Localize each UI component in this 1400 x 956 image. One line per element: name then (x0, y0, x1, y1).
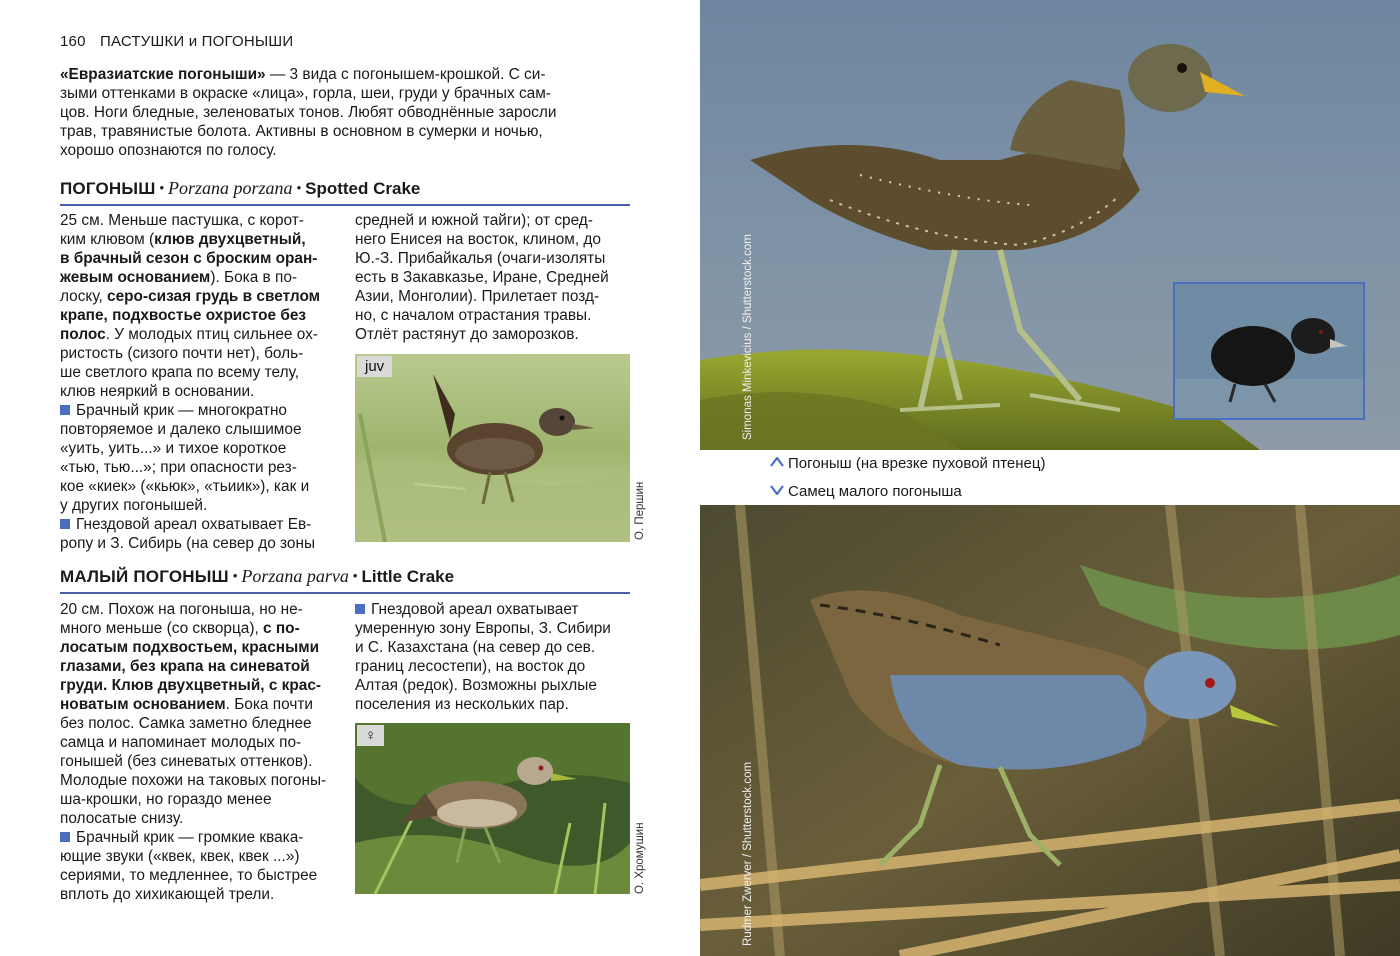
bird-photo-image (700, 505, 1400, 956)
inset-photo-chick (1173, 282, 1365, 420)
chick-photo-image (1175, 284, 1363, 418)
photo-spotted-crake-adult (700, 0, 1400, 450)
photo-credit-khromushin: О. Хромушин (634, 822, 646, 894)
photo-tag-juv: juv (357, 356, 392, 377)
photo-tag-female: ♀ (357, 725, 384, 746)
spotted-crake-text-col1: 25 см. Меньше пастушка, с корот- ким клювом (клюв двухцветный, в брачный сезон с броским оран- жевым основанием). Бока в по- лоску, серо-сизая грудь в светлом крапе, подхвостье охристое без полос. У молодых птиц сильнее ох- ристость (сизого почти нет), боль- ше светлого крапа по всему телу, клюв неяркий в основании. Брачный крик — многократно повторяемое и далеко слышимое «уить, уить...» и тихое короткое «тью, тью...»; при опасности рез- кое «киек» («кьюк», «тьиик»), как и у других погонышей. Гнездовой ареал охватывает Ев- ропу и З. Сибирь (на север до зоны (60, 212, 321, 552)
triangle-up-icon (770, 457, 784, 467)
bullet-square-icon (60, 832, 70, 842)
triangle-down-icon (770, 485, 784, 495)
intro-paragraph: «Евразиатские погоныши» — 3 вида с погонышем-крошкой. С си- зыми оттенками в окраске «лица», горла, шеи, груди у брачных сам- цов. Ноги бледные, зеленоватых тонов. Любят обводнённые заросли трав, травянистые болота. Активны в основном в сумерки и ночью, хорошо опознаются по голосу. (60, 66, 557, 159)
photo-little-crake-male (700, 505, 1400, 956)
photo-spotted-crake-juvenile (355, 354, 630, 542)
section-title-spotted-crake: ПОГОНЫШ • Porzana porzana • Spotted Crake (60, 178, 630, 206)
bullet-square-icon (60, 519, 70, 529)
spotted-crake-text-col2: средней и южной тайги); от сред- него Енисея на восток, клином, до Ю.-З. Прибайкалья (очаги-изоляты есть в Закавказье, Иране, Средней Азии, Монголии). Прилетает позд- но, с началом отрастания травы. Отлёт растянут до заморозков. (355, 212, 609, 343)
photo-credit-pershin: О. Першин (634, 481, 646, 540)
little-crake-text-col1: 20 см. Похож на погоныша, но не- много меньше (со скворца), с по- лосатым подхвостьем, красными глазами, без крапа на синеватой груди. Клюв двухцветный, с крас- новатым основанием. Бока почти без полос. Самка заметно бледнее самца и напоминает молодых по- гонышей (без синеватых оттенков). Молодые похожи на таковых погоны- ша-крошки, но гораздо менее полосатые снизу. Брачный крик — громкие квака- ющие звуки («квек, квек, квек ...») сериями, то медленнее, то быстрее вплоть до хихикающей трели. (60, 601, 327, 903)
running-header-title: ПАСТУШКИ и ПОГОНЫШИ (100, 33, 294, 50)
little-crake-text-col2: Гнездовой ареал охватывает умеренную зону Европы, З. Сибири и С. Казахстана (на север до сев. границ лесостепи), на восток до Алтая (редок). Возможны рыхлые поселения из нескольких пар. (355, 601, 611, 713)
photo-credit-minkevicius: Simonas Minkevicius / Shutterstock.com (742, 234, 754, 440)
running-header (60, 33, 293, 50)
caption-down: Самец малого погоныша (770, 483, 962, 500)
bullet-square-icon (355, 604, 365, 614)
bullet-square-icon (60, 405, 70, 415)
bird-photo-image (355, 354, 630, 542)
photo-little-crake-female (355, 723, 630, 894)
intro-bold-term: «Евразиатские погоныши» (60, 66, 266, 83)
photo-credit-zwerver: Rudmer Zwerver / Shutterstock.com (742, 761, 754, 946)
bird-photo-image (355, 723, 630, 894)
section-title-little-crake: МАЛЫЙ ПОГОНЫШ • Porzana parva • Little Crake (60, 566, 630, 594)
caption-up: Погоныш (на врезке пуховой птенец) (770, 455, 1045, 472)
page-number: 160 (60, 33, 86, 50)
